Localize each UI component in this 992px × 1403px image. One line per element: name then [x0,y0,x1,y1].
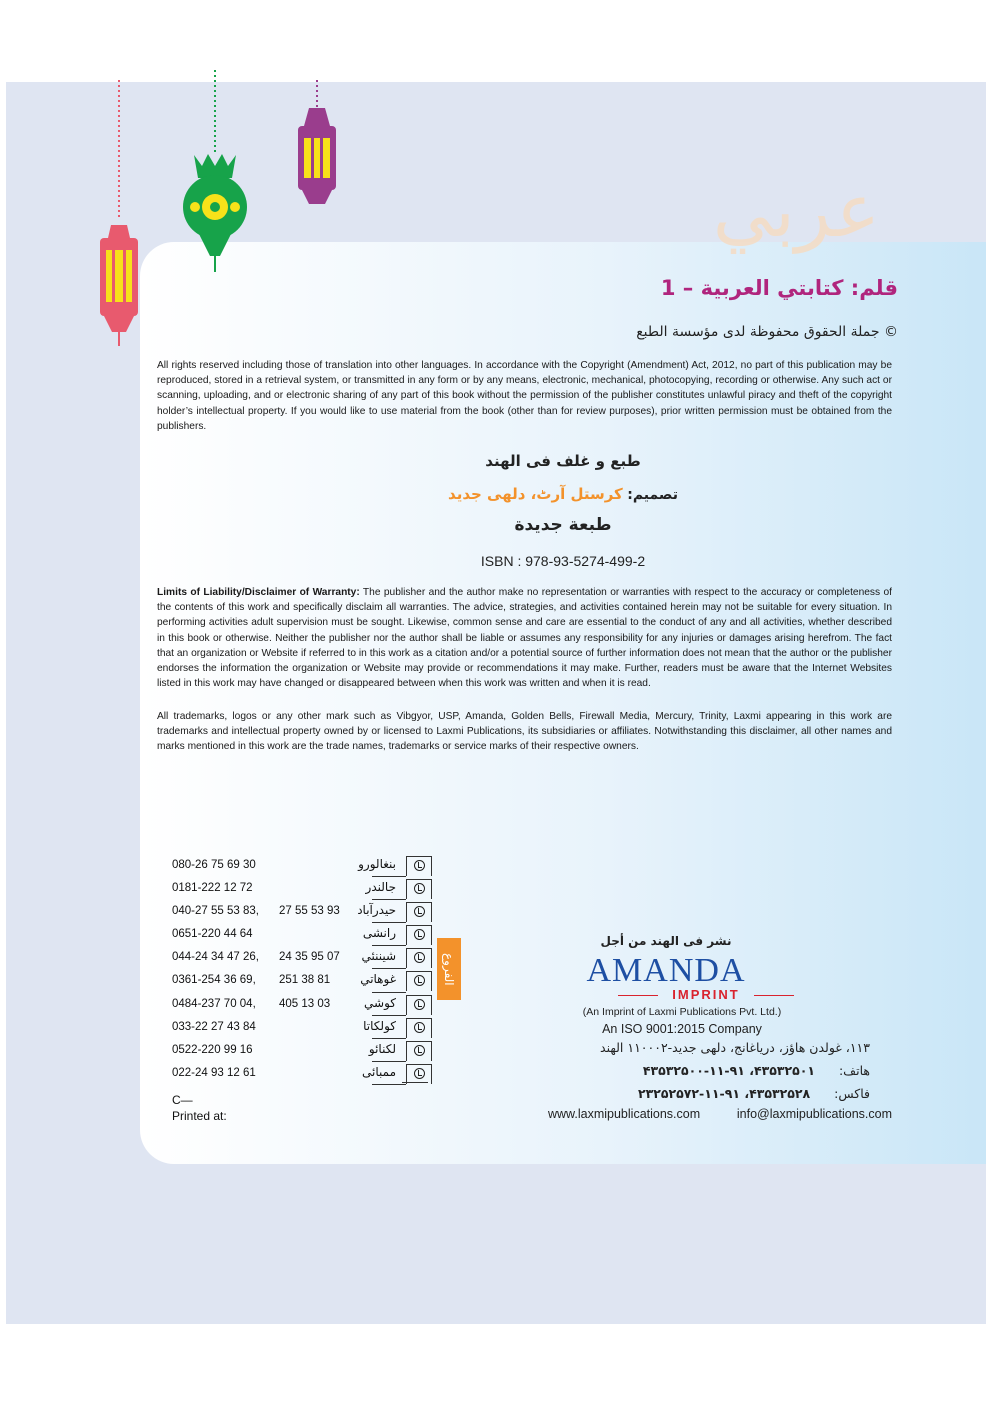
branch-phone: 0484-237 70 04, [172,997,256,1010]
branch-city: جالندر [365,880,396,895]
branch-phone-alt: 24 35 95 07 [279,951,340,964]
disclaimer-heading: Limits of Liability/Disclaimer of Warranty: [157,587,360,598]
rights-paragraph: All rights reserved including those of translation into other languages. In accordance with the Copyright (Amendment) Act, 2012, no part of this publication may be reproduced, stored in a retrieval system, or transmitted in any form or by any means, electronic, mechanical, photocopying, recording or otherwise. Any such act or scanning, uploading, and or electronic sharing of any part of this book without the permission of the publisher constitutes unlawful piracy and theft of the copyright holder’s intellectual property. If you would like to use material from the book (other than for review purposes), prior written permission must be obtained from the publishers. [157,360,892,432]
edition-line: طبعة جديدة [514,515,612,535]
branch-phone: 0522-220 99 16 [172,1043,253,1056]
branches-label: الفروع [437,938,461,1000]
code-line: C— [172,1093,193,1107]
published-in: نشر فی الهند من أجل [600,934,732,948]
isbn: ISBN : 978-93-5274-499-2 [480,553,646,569]
phone-icon [414,975,425,986]
branch-list [172,855,432,1086]
copyright-line: © جملة الحقوق محفوظة لدى مؤسسة الطبع [636,324,898,340]
email-link[interactable]: info@laxmipublications.com [736,1107,892,1121]
book-title: قلم: كتابتي العربية – 1 [660,276,898,300]
branch-phone-alt: 405 13 03 [279,997,331,1010]
fax-label: فاكس: [834,1086,870,1101]
branch-city: کولکاتا [363,1018,396,1033]
pink-lantern-icon [96,80,142,350]
design-value: کرستل آرٹ، دلهی جدید [448,485,623,503]
branch-phone: 040-27 55 53 83, [172,905,259,918]
purple-lantern-icon [294,80,340,220]
branch-list-border [402,1082,428,1083]
branch-city: حيدرآباد [357,903,396,918]
phone-icon [414,1045,425,1056]
arabic-watermark: عربي [712,168,880,254]
disclaimer-text: The publisher and the author make no representation or warranties with respect to the accuracy or completeness of the contents of this work and specifically disclaim all warranties. The advice, strategies, and activities contained herein may not be suitable for every situation. In performing activities adult supervision must be sought. Likewise, common sense and care are essential to the conduct of any and all activities, whether described in this book or otherwise. Neither the publisher nor the author shall be liable or assumes any responsibility for any injuries or damages arising herefrom. The fact that an organization or Website if referred to in this work as a citation and/or a potential source of further information does not mean that the author or the publisher endorses the information the organization or Website may provide or recommendations it may make. Further, readers must be aware that the Internet Websites listed in this work may have changed or disappeared between when this work was written and when it is read. [157,587,892,690]
design-line [140,484,986,503]
brand-name: AMANDA [586,952,746,989]
green-lantern-icon [180,70,250,275]
branch-row [172,855,432,878]
phone-icon [414,860,425,871]
brand-sub-row [618,988,804,1002]
branch-phone: 033-22 27 43 84 [172,1020,256,1033]
branch-phone: 0361-254 36 69, [172,974,256,987]
branch-phone-alt: 27 55 53 93 [279,905,340,918]
branch-city: لکنائو [368,1041,396,1056]
fax-line [638,1086,870,1101]
branch-city: غوهاتي [360,972,396,987]
branch-phone: 080-26 75 69 30 [172,859,256,871]
iso-line: An ISO 9001:2015 Company [602,1022,762,1036]
branch-row [172,1040,432,1063]
branch-row [172,947,432,970]
disclaimer-paragraph [157,585,892,691]
branch-phone: 022-24 93 12 61 [172,1066,256,1079]
address: ۱۱۳، غولدن هاؤز، درياغانج، دلهی جديد-۱۱۰۰۰۲ الهند [600,1040,870,1055]
branch-city: ممبائی [362,1064,396,1079]
phone-icon [414,952,425,963]
branch-city: شيننئي [361,949,396,964]
branch-phone: 044-24 34 47 26, [172,951,259,964]
branch-phone-alt: 251 38 81 [279,974,331,987]
fax-number: ۴۳۵۳۲۵۲۸، ۹۱-۱۱-۲۳۲۵۲۵۷۲ [638,1086,811,1101]
printed-in-line: طبع و غلف فی الهند [485,452,641,470]
phone-icon [414,1068,425,1079]
branch-city: رانشی [362,926,396,941]
phone-label: هاتف: [838,1063,870,1078]
branch-row [172,878,432,901]
branch-phone: 0181-222 12 72 [172,882,253,895]
branch-phone: 0651-220 44 64 [172,928,253,941]
phone-number: ۴۳۵۳۲۵۰۱، ۹۱-۱۱-۴۳۵۳۲۵۰۰ [642,1063,815,1078]
phone-line [643,1063,870,1078]
brand-sub: IMPRINT [672,987,740,1002]
website-link[interactable]: www.laxmipublications.com [548,1107,701,1121]
phone-icon [414,999,425,1010]
branch-city: بنغالورو [358,857,396,871]
trademarks-paragraph: All trademarks, logos or any other mark such as Vibgyor, USP, Amanda, Golden Bells, Firewall Media, Mercury, Trinity, Laxmi appearing in this work are trademarks and intellectual property owned by or licensed to Laxmi Publications, its subsidiaries or affiliates. Notwithstanding this disclaimer, all other names and marks mentioned in this work are the trade names, trademarks or service marks of their respective owners. [157,711,892,753]
design-label: تصميم: [627,487,678,503]
branch-row [172,994,432,1017]
phone-icon [414,929,425,940]
branch-row [172,970,432,993]
branch-row [172,1063,432,1086]
phone-icon [414,1022,425,1033]
branch-row [172,1017,432,1040]
branch-row [172,924,432,947]
imprint-note: (An Imprint of Laxmi Publications Pvt. Ltd.) [582,1006,782,1018]
phone-icon [414,883,425,894]
branch-row [172,901,432,924]
branch-city: کوشي [364,995,396,1010]
printed-at: Printed at: [172,1109,227,1123]
phone-icon [414,906,425,917]
